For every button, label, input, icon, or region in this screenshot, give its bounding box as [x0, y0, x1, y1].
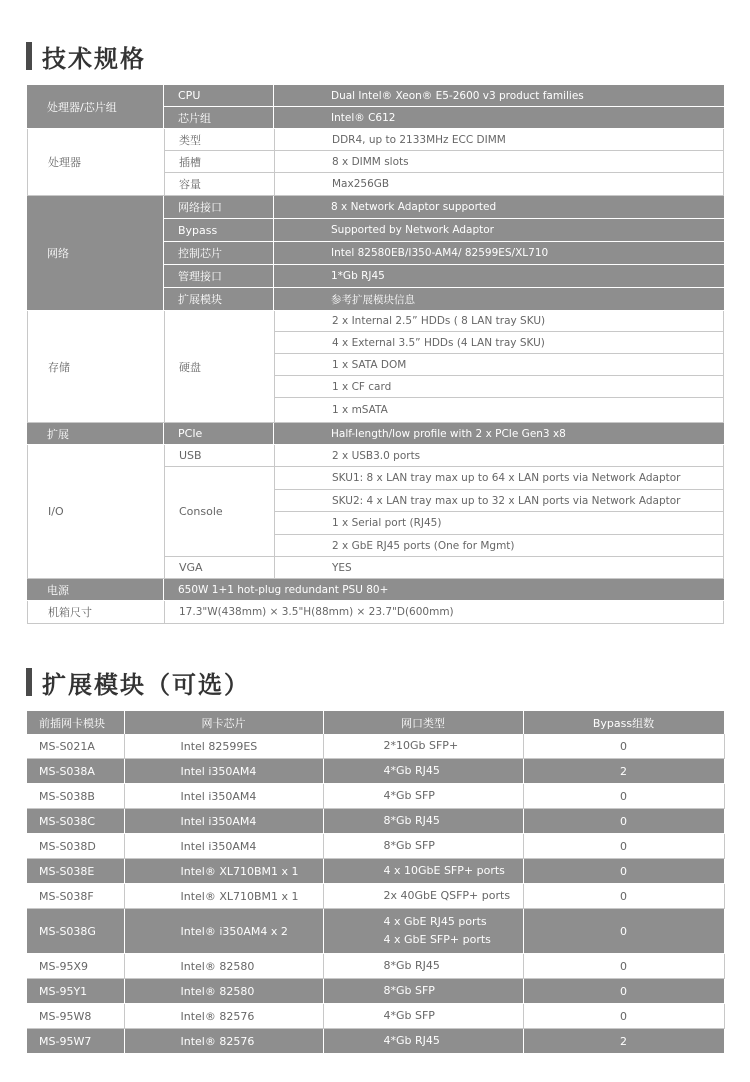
- column-header: 网卡芯片: [124, 711, 323, 734]
- module-chip: Intel® XL710BM1 x 1: [124, 859, 323, 884]
- spec-subcategory: 管理接口: [163, 265, 273, 288]
- module-chip: Intel 82599ES: [124, 734, 323, 759]
- module-model: MS-S038E: [27, 859, 124, 884]
- table-row: [27, 759, 724, 784]
- spec-subcategory: USB: [165, 445, 275, 467]
- module-model: MS-95Y1: [27, 979, 124, 1004]
- module-chip: Intel® XL710BM1 x 1: [124, 884, 323, 909]
- spec-value: Intel 82580EB/I350-AM4/ 82599ES/XL710: [273, 242, 724, 265]
- spec-value: 1 x mSATA: [275, 398, 724, 423]
- module-chip: Intel® 82576: [124, 1004, 323, 1029]
- spec-block-chassis: [27, 601, 724, 624]
- module-model: MS-S038D: [27, 834, 124, 859]
- spec-heading: [26, 41, 146, 71]
- spec-subcategory: Bypass: [163, 219, 273, 242]
- module-model: MS-S038C: [27, 809, 124, 834]
- module-chip: Intel i350AM4: [124, 834, 323, 859]
- table-row: [27, 859, 724, 884]
- table-row: [27, 954, 724, 979]
- module-model: MS-95W8: [27, 1004, 124, 1029]
- spec-block-io: [27, 445, 724, 579]
- spec-value: Supported by Network Adaptor: [273, 219, 724, 242]
- module-chip: Intel i350AM4: [124, 809, 323, 834]
- table-row: [27, 1004, 724, 1029]
- spec-value: Dual Intel® Xeon® E5-2600 v3 product families: [273, 85, 724, 107]
- module-port-line: 4 x GbE SFP+ ports: [383, 933, 491, 946]
- module-port: 4*Gb RJ45: [323, 1029, 523, 1054]
- module-bypass: 0: [523, 954, 724, 979]
- module-bypass: 2: [523, 759, 724, 784]
- spec-value: 8 x DIMM slots: [275, 151, 724, 173]
- table-row: [27, 1029, 724, 1054]
- module-port: 4*Gb RJ45: [323, 759, 523, 784]
- spec-block-chipset: [27, 85, 724, 129]
- spec-value: DDR4, up to 2133MHz ECC DIMM: [275, 129, 724, 151]
- heading-bar: [26, 668, 32, 696]
- module-port: 2*10Gb SFP+: [323, 734, 523, 759]
- module-model: MS-S038G: [27, 909, 124, 954]
- module-port: 2x 40GbE QSFP+ ports: [323, 884, 523, 909]
- module-bypass: 0: [523, 859, 724, 884]
- spec-value: 2 x Internal 2.5” HDDs ( 8 LAN tray SKU): [275, 311, 724, 332]
- spec-table: [27, 85, 724, 624]
- module-port: 4*Gb SFP: [323, 1004, 523, 1029]
- module-chip: Intel i350AM4: [124, 784, 323, 809]
- column-header: Bypass组数: [523, 711, 724, 734]
- spec-category: 网络: [27, 196, 163, 311]
- spec-category: I/O: [27, 445, 165, 579]
- module-bypass: 0: [523, 979, 724, 1004]
- spec-subcategory: 芯片组: [163, 107, 273, 129]
- heading-bar: [26, 42, 32, 70]
- spec-value: 17.3"W(438mm) × 3.5"H(88mm) × 23.7"D(600mm): [165, 601, 724, 624]
- spec-category: 机箱尺寸: [27, 601, 165, 624]
- module-port: 4 x 10GbE SFP+ ports: [323, 859, 523, 884]
- module-bypass: 0: [523, 834, 724, 859]
- table-row: [27, 784, 724, 809]
- table-row: [27, 734, 724, 759]
- spec-subcategory: PCIe: [163, 423, 273, 445]
- table-row: [27, 884, 724, 909]
- table-row: [27, 809, 724, 834]
- module-model: MS-95X9: [27, 954, 124, 979]
- module-model: MS-95W7: [27, 1029, 124, 1054]
- spec-subcategory: CPU: [163, 85, 273, 107]
- module-model: MS-S038F: [27, 884, 124, 909]
- spec-value: Max256GB: [275, 173, 724, 196]
- spec-value: YES: [275, 557, 724, 579]
- module-bypass: 0: [523, 784, 724, 809]
- module-bypass: 0: [523, 884, 724, 909]
- spec-value: 650W 1+1 hot-plug redundant PSU 80+: [163, 579, 724, 601]
- table-row: [27, 979, 724, 1004]
- spec-value: Intel® C612: [273, 107, 724, 129]
- module-port: 8*Gb RJ45: [323, 954, 523, 979]
- spec-value: 1 x SATA DOM: [275, 354, 724, 376]
- spec-block-power: [27, 579, 724, 601]
- spec-category: 存储: [27, 311, 165, 423]
- spec-subcategory: 容量: [165, 173, 275, 196]
- spec-subcategory: Console: [165, 467, 275, 557]
- module-bypass: 0: [523, 734, 724, 759]
- module-table: [27, 711, 725, 1054]
- spec-category: 扩展: [27, 423, 163, 445]
- module-model: MS-S038B: [27, 784, 124, 809]
- module-chip: Intel® 82580: [124, 979, 323, 1004]
- spec-subcategory: 扩展模块: [163, 288, 273, 311]
- spec-category: 处理器: [27, 129, 165, 196]
- column-header: 网口类型: [323, 711, 523, 734]
- spec-category: 电源: [27, 579, 163, 601]
- spec-value: 8 x Network Adaptor supported: [273, 196, 724, 219]
- module-chip: Intel® i350AM4 x 2: [124, 909, 323, 954]
- module-port: [323, 909, 523, 954]
- module-model: MS-S021A: [27, 734, 124, 759]
- spec-subcategory: 类型: [165, 129, 275, 151]
- module-port: 8*Gb SFP: [323, 979, 523, 1004]
- spec-subcategory: 硬盘: [165, 311, 275, 423]
- spec-value: 2 x USB3.0 ports: [275, 445, 724, 467]
- module-bypass: 0: [523, 909, 724, 954]
- module-chip: Intel i350AM4: [124, 759, 323, 784]
- module-heading: [26, 667, 250, 697]
- module-bypass: 0: [523, 809, 724, 834]
- spec-block-memory: [27, 129, 724, 196]
- spec-block-storage: [27, 311, 724, 423]
- spec-value: 2 x GbE RJ45 ports (One for Mgmt): [275, 535, 724, 557]
- module-title: 扩展模块（可选）: [42, 670, 250, 699]
- column-header: 前插网卡模块: [27, 711, 124, 734]
- module-header-row: [27, 711, 724, 734]
- spec-value: 1*Gb RJ45: [273, 265, 724, 288]
- spec-value: 参考扩展模块信息: [273, 288, 724, 311]
- spec-value: SKU2: 4 x LAN tray max up to 32 x LAN ports via Network Adaptor: [275, 490, 724, 512]
- spec-value: 1 x Serial port (RJ45): [275, 512, 724, 535]
- spec-value: SKU1: 8 x LAN tray max up to 64 x LAN ports via Network Adaptor: [275, 467, 724, 490]
- module-port-line: 4 x GbE RJ45 ports: [383, 915, 487, 928]
- module-bypass: 0: [523, 1004, 724, 1029]
- spec-value: Half-length/low profile with 2 x PCIe Gen3 x8: [273, 423, 724, 445]
- module-model: MS-S038A: [27, 759, 124, 784]
- spec-category: 处理器/芯片组: [27, 85, 163, 129]
- module-bypass: 2: [523, 1029, 724, 1054]
- spec-subcategory: 控制芯片: [163, 242, 273, 265]
- spec-subcategory: 插槽: [165, 151, 275, 173]
- spec-block-network: [27, 196, 724, 311]
- module-port: 4*Gb SFP: [323, 784, 523, 809]
- module-port: 8*Gb SFP: [323, 834, 523, 859]
- spec-subcategory: VGA: [165, 557, 275, 579]
- module-chip: Intel® 82576: [124, 1029, 323, 1054]
- spec-block-expansion: [27, 423, 724, 445]
- module-port: 8*Gb RJ45: [323, 809, 523, 834]
- spec-value: 4 x External 3.5” HDDs (4 LAN tray SKU): [275, 332, 724, 354]
- spec-value: 1 x CF card: [275, 376, 724, 398]
- table-row: [27, 909, 724, 954]
- spec-title: 技术规格: [42, 44, 146, 73]
- module-chip: Intel® 82580: [124, 954, 323, 979]
- table-row: [27, 834, 724, 859]
- spec-subcategory: 网络接口: [163, 196, 273, 219]
